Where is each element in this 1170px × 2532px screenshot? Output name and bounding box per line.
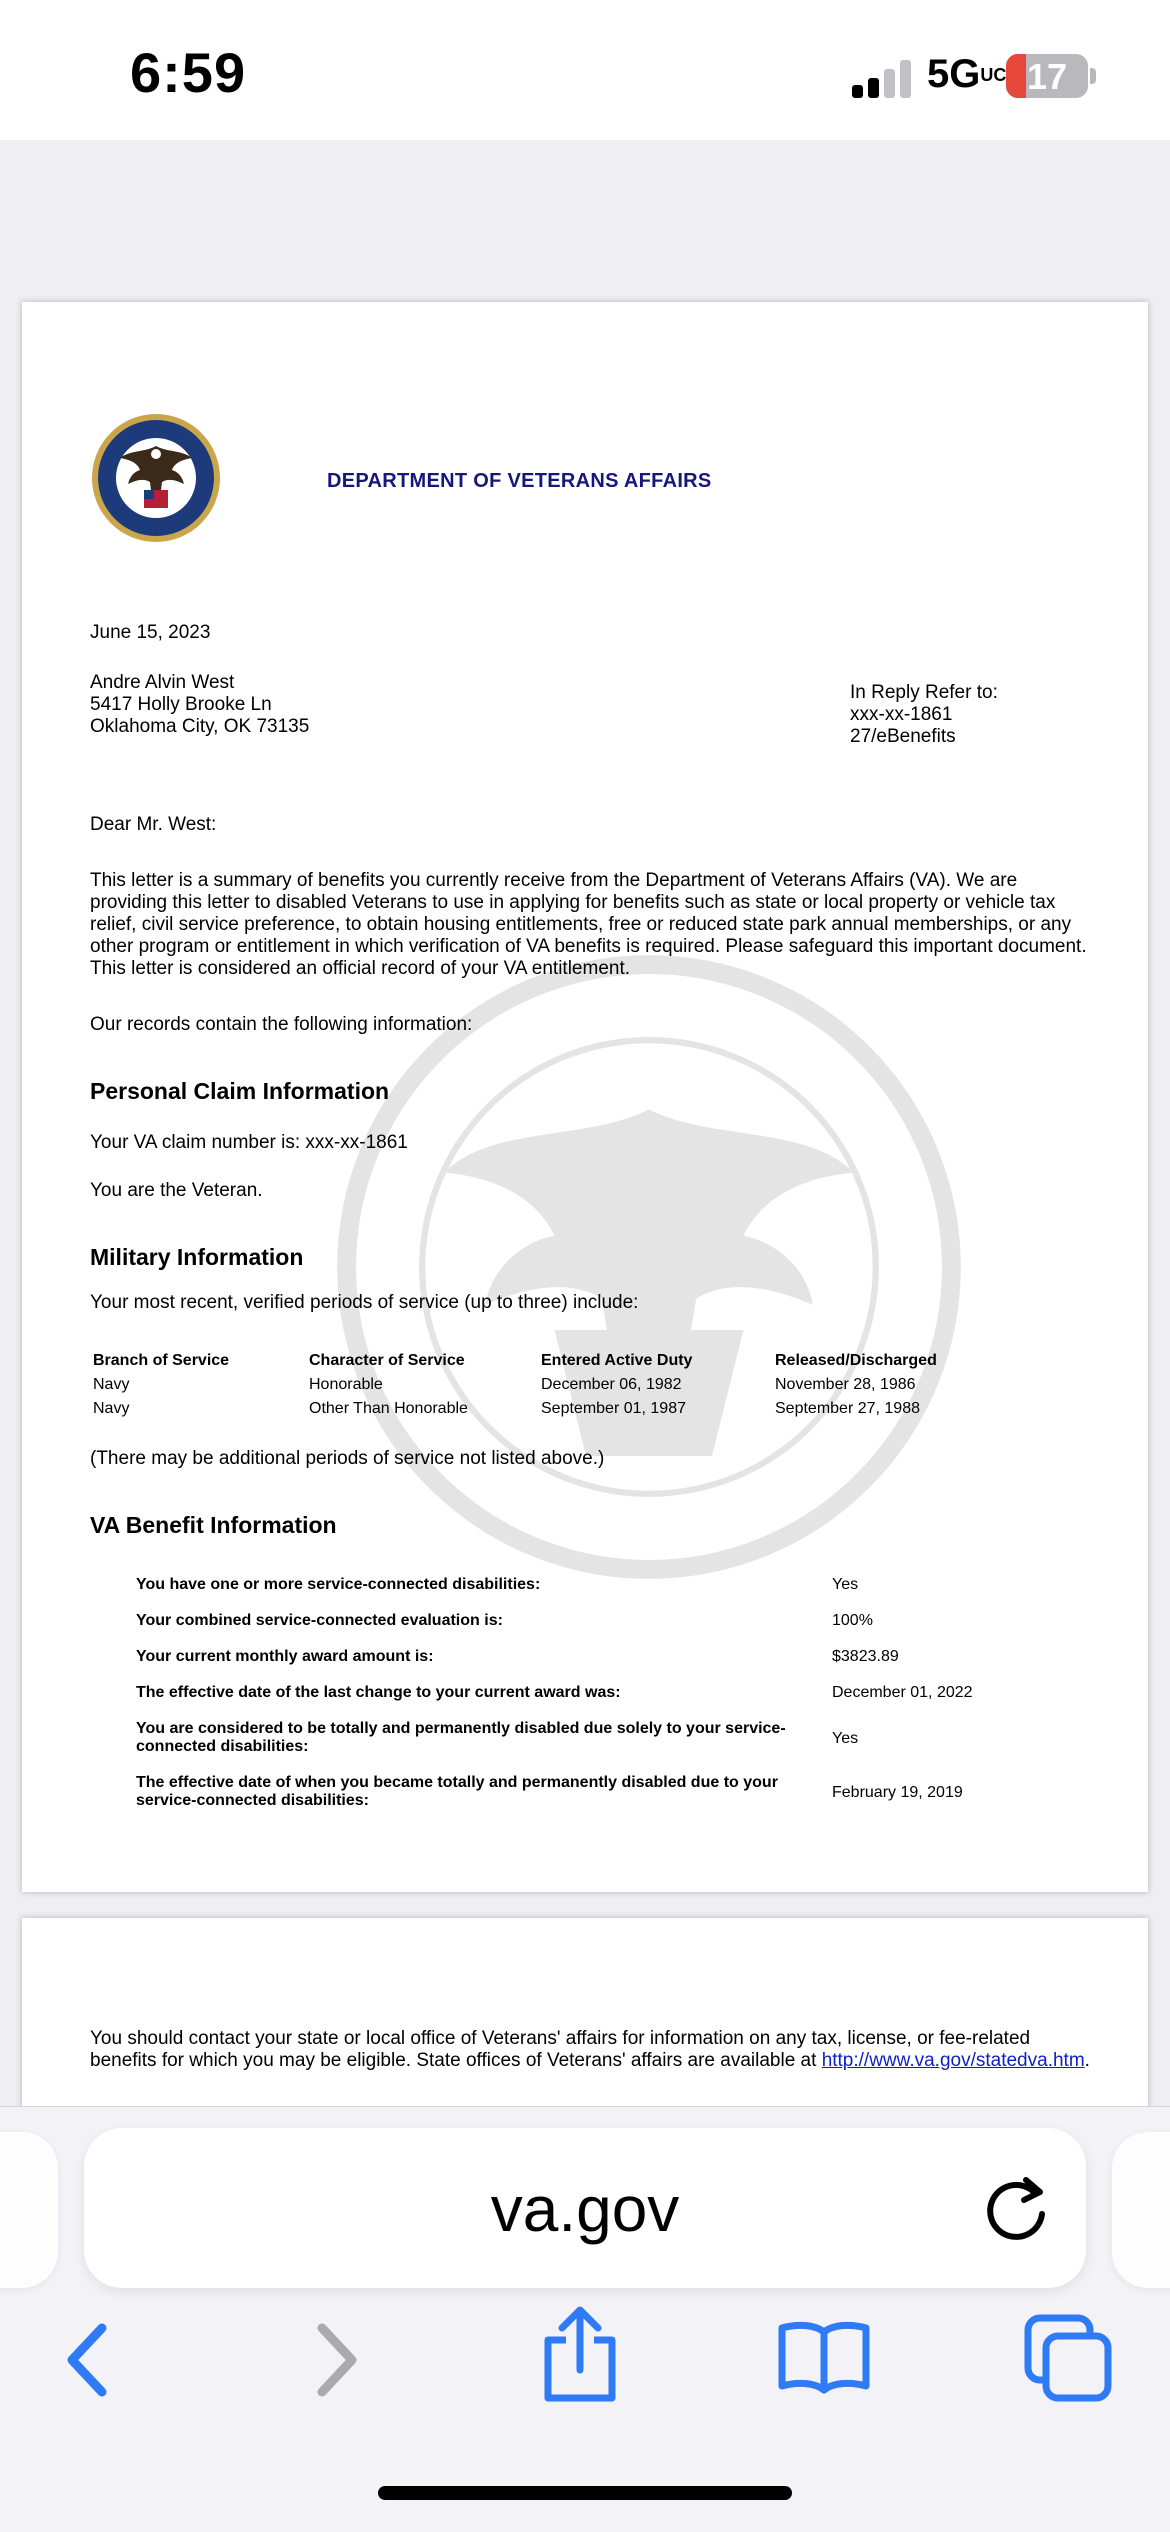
column-header: Entered Active Duty: [541, 1352, 693, 1369]
reply-reference: [850, 682, 998, 748]
benefit-info-heading: VA Benefit Information: [90, 1512, 337, 1538]
table-cell: September 27, 1988: [775, 1400, 920, 1417]
benefit-label: Your current monthly award amount is:: [136, 1648, 434, 1665]
column-header: Released/Discharged: [775, 1352, 937, 1369]
greeting: Dear Mr. West:: [90, 814, 217, 835]
reply-file-number: xxx-xx-1861: [850, 704, 953, 725]
home-indicator[interactable]: [378, 2486, 792, 2500]
recipient-city: Oklahoma City, OK 73135: [90, 716, 310, 737]
benefit-value: $3823.89: [832, 1648, 899, 1665]
records-line: Our records contain the following information:: [90, 1014, 473, 1035]
table-cell: Navy: [93, 1400, 130, 1417]
previous-tab-card[interactable]: [0, 2132, 58, 2288]
va-seal-logo: [90, 412, 222, 544]
claim-number: Your VA claim number is: xxx-xx-1861: [90, 1132, 408, 1153]
cellular-signal-icon: [852, 58, 914, 98]
status-time: 6:59: [130, 41, 247, 104]
reply-label: In Reply Refer to:: [850, 682, 998, 703]
benefit-value: December 01, 2022: [832, 1684, 973, 1701]
table-cell: November 28, 1986: [775, 1376, 916, 1393]
address-text[interactable]: va.gov: [490, 2173, 680, 2245]
military-info-heading: Military Information: [90, 1244, 304, 1270]
column-header: Branch of Service: [93, 1352, 230, 1369]
reply-code: 27/eBenefits: [850, 726, 956, 747]
address-bar[interactable]: [84, 2128, 1086, 2288]
table-cell: Other Than Honorable: [309, 1400, 468, 1417]
benefit-value: February 19, 2019: [832, 1784, 963, 1801]
veteran-status: You are the Veteran.: [90, 1180, 263, 1201]
share-icon[interactable]: [540, 2304, 620, 2404]
table-cell: Honorable: [309, 1376, 383, 1393]
recipient-address: [90, 672, 309, 738]
state-office-link[interactable]: http://www.va.gov/statedva.htm: [821, 2050, 1085, 2071]
forward-icon[interactable]: [306, 2312, 366, 2408]
note-end: .: [1084, 2050, 1090, 2071]
network-type: 5GUC: [927, 52, 1007, 96]
battery-icon: [1006, 54, 1088, 98]
va-seal-watermark: [334, 952, 964, 1582]
table-cell: September 01, 1987: [541, 1400, 686, 1417]
recipient-name: Andre Alvin West: [90, 672, 235, 693]
back-icon[interactable]: [58, 2312, 118, 2408]
department-title: DEPARTMENT OF VETERANS AFFAIRS: [327, 470, 712, 492]
benefit-label: Your combined service-connected evaluation is:: [136, 1612, 503, 1629]
table-cell: Navy: [93, 1376, 130, 1393]
reload-icon[interactable]: [982, 2170, 1052, 2246]
benefit-value: Yes: [832, 1576, 859, 1593]
intro-paragraph: This letter is a summary of benefits you currently receive from the Department of Veterans Affairs (VA). We are providing this letter to disabled Veterans to use in applying for benefits such as state or local property or vehicle tax relief, civil service preference, to obtain housing entitlements, free or reduced state park annual memberships, or any other program or entitlement in which verification of VA benefits is required. Please safeguard this important document. This letter is considered an official record of your VA entitlement.: [90, 870, 1087, 979]
next-tab-card[interactable]: [1112, 2132, 1170, 2288]
benefit-label: The effective date of the last change to your current award was:: [136, 1684, 621, 1701]
status-bar: [0, 0, 1170, 140]
letter-date: June 15, 2023: [90, 622, 211, 643]
battery-cap: [1090, 68, 1096, 84]
benefit-value: Yes: [832, 1730, 859, 1747]
benefit-value: 100%: [832, 1612, 873, 1629]
personal-claim-heading: Personal Claim Information: [90, 1078, 390, 1104]
letter-page-2: [22, 1918, 1148, 2118]
letter-page-1: [22, 302, 1148, 1892]
service-intro: Your most recent, verified periods of service (up to three) include:: [90, 1292, 639, 1313]
bookmarks-icon[interactable]: [776, 2318, 872, 2394]
tabs-icon[interactable]: [1022, 2312, 1114, 2404]
service-note: (There may be additional periods of service not listed above.): [90, 1448, 605, 1469]
state-office-note: [90, 2028, 1100, 2072]
benefit-label: You have one or more service-connected disabilities:: [136, 1576, 541, 1593]
state-office-text: You should contact your state or local office of Veterans' affairs for information on any tax, license, or fee-related benefits for which you may be eligible. State offices of Veterans' affairs are available at: [90, 2028, 1031, 2071]
table-cell: December 06, 1982: [541, 1376, 682, 1393]
benefit-label: The effective date of when you became totally and permanently disabled due to your service-connected disabilities:: [136, 1774, 778, 1809]
column-header: Character of Service: [309, 1352, 465, 1369]
benefit-label: You are considered to be totally and permanently disabled due solely to your service-connected disabilities:: [136, 1720, 786, 1755]
battery-level: 17: [1026, 56, 1068, 97]
recipient-street: 5417 Holly Brooke Ln: [90, 694, 272, 715]
